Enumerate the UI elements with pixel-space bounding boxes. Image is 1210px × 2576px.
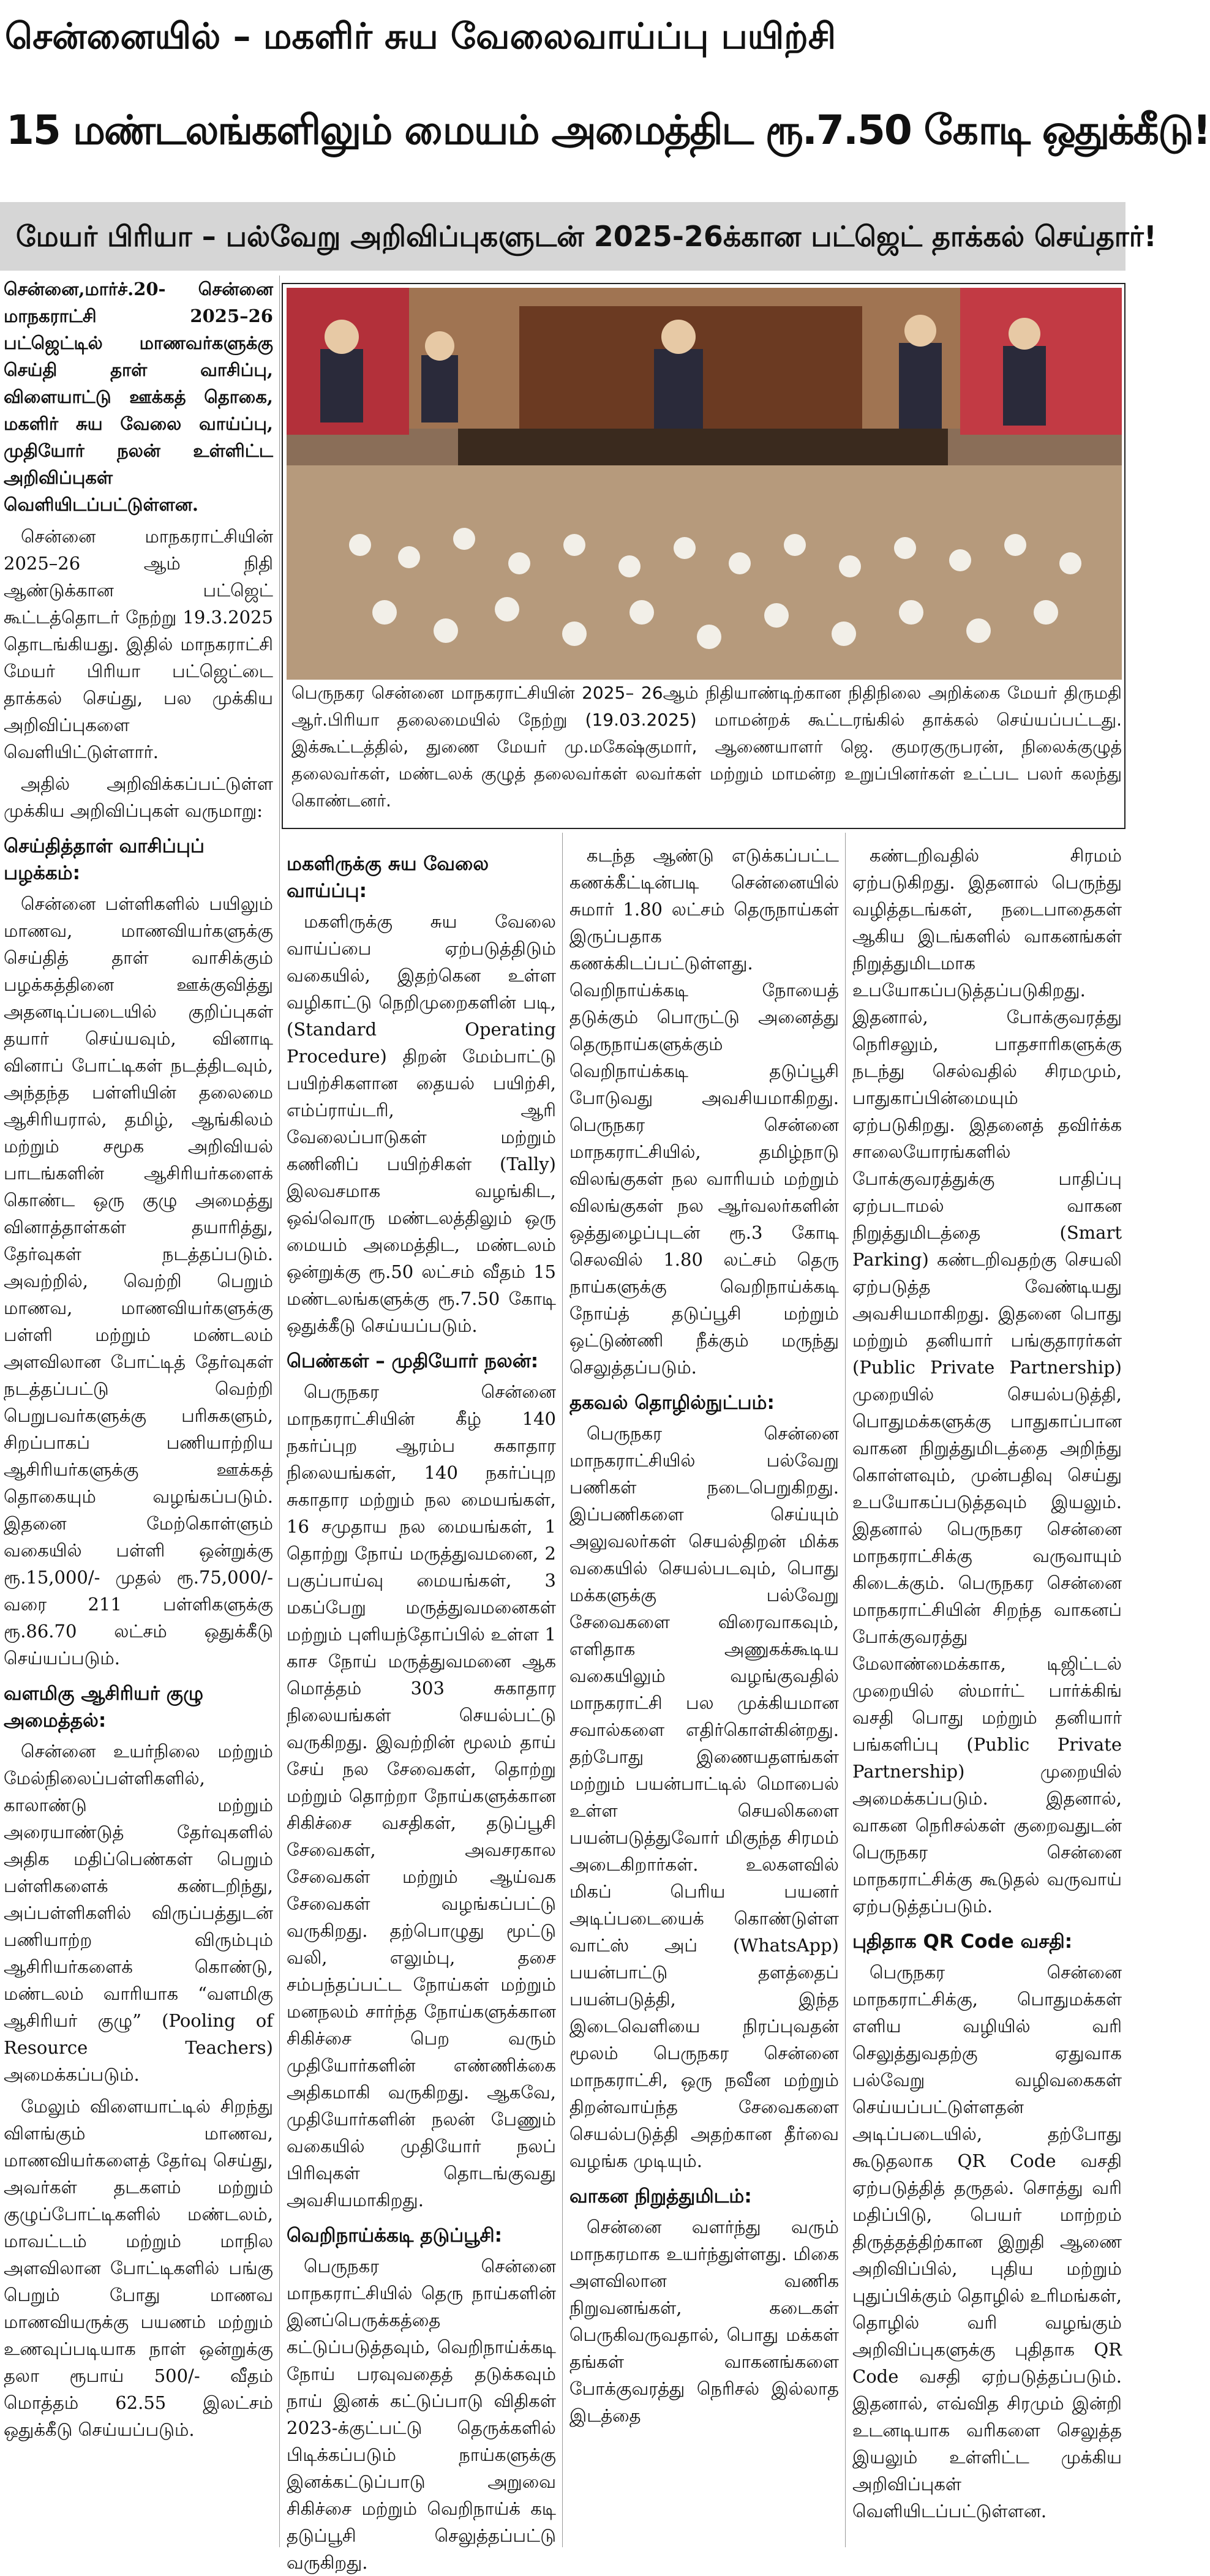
paragraph: சென்னை வளர்ந்து வரும் மாநகரமாக உயர்ந்துள்ளது. மிகை அளவிலான வணிக நிறுவனங்கள், கடைகள் பெருகிவருவதால், பொது மக்கள் தங்கள் வாகனங்களை போக்குவரத்து நெரிசல் இல்லாத இடத்தை bbox=[569, 2217, 839, 2426]
paragraph: சென்னை மாநகராட்சியின் 2025–26 ஆம் நிதி ஆண்டுக்கான பட்ஜெட் கூட்டத்தொடர் நேற்று 19.3.2025 தொடங்கியது. இதில் மாநகராட்சி மேயர் பிரியா பட்ஜெட்டை தாக்கல் செய்து, பல முக்கிய அறிவிப்புகளை வெளியிட்டுள்ளார். bbox=[4, 526, 273, 762]
section-heading: புதிதாக QR Code வசதி: bbox=[852, 1931, 1073, 1953]
article-column-1 bbox=[4, 276, 273, 2547]
section-heading: செய்தித்தாள் வாசிப்புப் பழக்கம்: bbox=[4, 835, 205, 884]
paragraph: பெருநகர சென்னை மாநகராட்சியில் பல்வேறு பணிகள் நடைபெறுகிறது. இப்பணிகளை செய்யும் அலுவலர்கள் செயல்திறன் மிக்க வகையில் செயல்படவும், பொது மக்களுக்கு பல்வேறு சேவைகளை விரைவாகவும், எளிதாக அணுகக்கூடிய வகையிலும் வழங்குவதில் மாநகராட்சி பல முக்கியமான சவால்களை எதிர்கொள்கின்றது. தற்போது இணையதளங்கள் மற்றும் பயன்பாட்டில் மொபைல் உள்ள செயலிகளை பயன்படுத்துவோர் மிகுந்த சிரமம் அடைகிறார்கள். உலகளவில் மிகப் பெரிய பயனர் அடிப்படையைக் கொண்டுள்ள வாட்ஸ் அப் (WhatsApp) பயன்பாட்டு தளத்தைப் பயன்படுத்தி, இந்த இடைவெளியை நிரப்புவதன் மூலம் பெருநகர சென்னை மாநகராட்சி, ஒரு நவீன மற்றும் திறன்வாய்ந்த சேவைகளை செயல்படுத்தி அதற்கான தீர்வை வழங்க முடியும். bbox=[569, 1423, 839, 2171]
paragraph: சென்னை பள்ளிகளில் பயிலும் மாணவ, மாணவியர்களுக்கு செய்தித் தாள் வாசிக்கும் பழக்கத்தினை ஊக்குவித்து அதனடிப்படையில் குறிப்புகள் தயார் செய்யவும், வினாடி வினாப் போட்டிகள் நடத்திடவும், அந்தந்த பள்ளியின் தலைமை ஆசிரியரால், தமிழ், ஆங்கிலம் மற்றும் சமூக அறிவியல் பாடங்களின் ஆசிரியர்களைக் கொண்ட ஒரு குழு அமைத்து வினாத்தாள்கள் தயாரித்து, தேர்வுகள் நடத்தப்படும். அவற்றில், வெற்றி பெறும் மாணவ, மாணவியர்களுக்கு பள்ளி மற்றும் மண்டலம் அளவிலான போட்டித் தேர்வுகள் நடத்தப்பட்டு வெற்றி பெறுபவர்களுக்கு பரிசுகளும், சிறப்பாகப் பணியாற்றிய ஆசிரியர்களுக்கு ஊக்கத் தொகையும் வழங்கப்படும். இதனை மேற்கொள்ளும் வகையில் பள்ளி ஒன்றுக்கு ரூ.15,000/- முதல் ரூ.75,000/-வரை 211 பள்ளிகளுக்கு ரூ.86.70 லட்சம் ஒதுக்கீடு செய்யப்படும். bbox=[4, 893, 273, 1669]
section-heading: பெண்கள் – முதியோர் நலன்: bbox=[287, 1350, 539, 1372]
article-column-3 bbox=[569, 842, 839, 2547]
article-column-4 bbox=[852, 842, 1122, 2547]
sub-headline: மேயர் பிரியா – பல்வேறு அறிவிப்புகளுடன் 2025-26க்கான பட்ஜெட் தாக்கல் செய்தார்! bbox=[0, 202, 1125, 271]
paragraph: கடந்த ஆண்டு எடுக்கப்பட்ட கணக்கீட்டின்படி சென்னையில் சுமார் 1.80 லட்சம் தெருநாய்கள் இருப்பதாக கணக்கிடப்பட்டுள்ளது. வெறிநாய்க்கடி நோயைத் தடுக்கும் பொருட்டு அனைத்து தெருநாய்களுக்கும் வெறிநாய்க்கடி தடுப்பூசி போடுவது அவசியமாகிறது. பெருநகர சென்னை மாநகராட்சியில், தமிழ்நாடு விலங்குகள் நல வாரியம் மற்றும் விலங்குகள் நல ஆர்வலர்களின் ஒத்துழைப்புடன் ரூ.3 கோடி செலவில் 1.80 லட்சம் தெரு நாய்களுக்கு வெறிநாய்க்கடி நோய்த் தடுப்பூசி மற்றும் ஒட்டுண்ணி நீக்கும் மருந்து செலுத்தப்படும். bbox=[569, 845, 839, 1378]
kicker-headline: சென்னையில் – மகளிர் சுய வேலைவாய்ப்பு பயிற்சி bbox=[5, 15, 836, 57]
column-divider bbox=[279, 276, 280, 2547]
column-divider bbox=[845, 833, 846, 2547]
section-heading: தகவல் தொழில்நுட்பம்: bbox=[569, 1392, 775, 1414]
main-headline: 15 மண்டலங்களிலும் மையம் அமைத்திட ரூ.7.50 கோடி ஒதுக்கீடு! bbox=[6, 107, 1210, 154]
column-divider bbox=[562, 833, 563, 2547]
paragraph: கண்டறிவதில் சிரமம் ஏற்படுகிறது. இதனால் பெருந்து வழித்தடங்கள், நடைபாதைகள் ஆகிய இடங்களில் வாகனங்கள் நிறுத்துமிடமாக உபயோகப்படுத்தப்படுகிறது. இதனால், போக்குவரத்து நெரிசலும், பாதசாரிகளுக்கு நடந்து செல்வதில் சிரமமும், பாதுகாப்பின்மையும் ஏற்படுகிறது. இதனைத் தவிர்க்க சாலையோரங்களில் போக்குவரத்துக்கு பாதிப்பு ஏற்படாமல் வாகன நிறுத்துமிடத்தை (Smart Parking) கண்டறிவதற்கு செயலி ஏற்படுத்த வேண்டியது அவசியமாகிறது. இதனை பொது மற்றும் தனியார் பங்குதாரர்கள் (Public Private Partnership) முறையில் செயல்படுத்தி, பொதுமக்களுக்கு பாதுகாப்பான வாகன நிறுத்துமிடத்தை அறிந்து கொள்ளவும், முன்பதிவு செய்து உபயோகப்படுத்தவும் இயலும். இதனால் பெருநகர சென்னை மாநகராட்சிக்கு வருவாயும் கிடைக்கும். பெருநகர சென்னை மாநகராட்சியின் சிறந்த வாகனப் போக்குவரத்து மேலாண்மைக்காக, டிஜிட்டல் முறையில் ஸ்மார்ட் பார்க்கிங் வசதி பொது மற்றும் தனியார் பங்களிப்பு (Public Private Partnership) முறையில் அமைக்கப்படும். இதனால், வாகன நெரிசல்கள் குறைவதுடன் பெருநகர சென்னை மாநகராட்சிக்கு கூடுதல் வருவாய் ஏற்படுத்தப்படும். bbox=[852, 845, 1122, 1917]
paragraph: பெருநகர சென்னை மாநகராட்சிக்கு, பொதுமக்கள் எளிய வழியில் வரி செலுத்துவதற்கு ஏதுவாக பல்வேறு வழிவகைகள் செய்யப்பட்டுள்ளதன் அடிப்படையில், தற்போது கூடுதலாக QR Code வசதி ஏற்படுத்தித் தருதல். சொத்து வரி மதிப்பிடு, பெயர் மாற்றம் திருத்தத்திற்கான இறுதி ஆணை அறிவிப்பில், புதிய மற்றும் புதுப்பிக்கும் தொழில் உரிமங்கள், தொழில் வரி வழங்கும் அறிவிப்புகளுக்கு புதிதாக QR Code வசதி ஏற்படுத்தப்படும். இதனால், எவ்வித சிரமும் இன்றி உடனடியாக வரிகளை செலுத்த இயலும் உள்ளிட்ட முக்கிய அறிவிப்புகள் வெளியிடப்பட்டுள்ளன. bbox=[852, 1962, 1122, 2522]
photo-caption: பெருநகர சென்னை மாநகராட்சியின் 2025– 26ஆம் நிதியாண்டிற்கான நிதிநிலை அறிக்கை மேயர் திருமதி ஆர்.பிரியா தலைமையில் நேற்று (19.03.2025) மாமன்றக் கூட்டரங்கில் தாக்கல் செய்யப்பட்டது. இக்கூட்டத்தில், துணை மேயர் மு.மகேஷ்குமார், ஆணையாளர் ஜெ. குமரகுருபரன், நிலைக்குழுத் தலைவர்கள், மண்டலக் குழுத் தலைவர்கள் லவர்கள் மற்றும் மாமன்ற உறுப்பினர்கள் உட்பட பலர் கலந்து கொண்டனர். bbox=[291, 683, 1122, 811]
paragraph: மேலும் விளையாட்டில் சிறந்து விளங்கும் மாணவ, மாணவியர்களைத் தேர்வு செய்து, அவர்கள் தடகளம் மற்றும் குழுப்போட்டிகளில் மண்டலம், மாவட்டம் மற்றும் மாநில அளவிலான போட்டிகளில் பங்கு பெறும் போது மாணவ மாணவியருக்கு பயணம் மற்றும் உணவுப்படியாக நாள் ஒன்றுக்கு தலா ரூபாய் 500/- வீதம் மொத்தம் 62.55 இலட்சம் ஒதுக்கீடு செய்யப்படும். bbox=[4, 2096, 273, 2440]
paragraph: மகளிருக்கு சுய வேலை வாய்ப்பை ஏற்படுத்திடும் வகையில், இதற்கென உள்ள வழிகாட்டு நெறிமுறைகளின் படி, (Standard Operating Procedure) திறன் மேம்பாட்டு பயிற்சிகளான தையல் பயிற்சி, எம்ப்ராய்டரி, ஆரி வேலைப்பாடுகள் மற்றும் கணினிப் பயிற்சிகள் (Tally) இலவசமாக வழங்கிட, ஒவ்வொரு மண்டலத்திலும் ஒரு மையம் அமைத்திட, மண்டலம் ஒன்றுக்கு ரூ.50 லட்சம் வீதம் 15 மண்டலங்களுக்கு ரூ.7.50 கோடி ஒதுக்கீடு செய்யப்படும். bbox=[287, 911, 556, 1336]
lead-paragraph: சென்னை,மார்ச்.20- சென்னை மாநகராட்சி 2025–26 பட்ஜெட்டில் மாணவர்களுக்கு செய்தி தாள் வாசிப்பு, விளையாட்டு ஊக்கத் தொகை, மகளிர் சுய வேலை வாய்ப்பு, முதியோர் நலன் உள்ளிட்ட அறிவிப்புகள் வெளியிடப்பட்டுள்ளன. bbox=[4, 279, 273, 515]
section-heading: மகளிருக்கு சுய வேலை வாய்ப்பு: bbox=[287, 853, 489, 902]
paragraph: பெருநகர சென்னை மாநகராட்சியில் தெரு நாய்களின் இனப்பெருக்கத்தை கட்டுப்படுத்தவும், வெறிநாய்க்கடி நோய் பரவுவதைத் தடுக்கவும் நாய் இனக் கட்டுப்பாடு விதிகள் 2023-க்குட்பட்டு தெருக்களில் பிடிக்கப்படும் நாய்களுக்கு இனக்கட்டுப்பாடு அறுவை சிகிச்சை மற்றும் வெறிநாய்க் கடி தடுப்பூசி செலுத்தப்பட்டு வருகிறது. bbox=[287, 2256, 556, 2573]
section-heading: வளமிகு ஆசிரியர் குழு அமைத்தல்: bbox=[4, 1683, 204, 1732]
paragraph: பெருநகர சென்னை மாநகராட்சியின் கீழ் 140 நகர்ப்புற ஆரம்ப சுகாதார நிலையங்கள், 140 நகர்ப்புற சுகாதார மற்றும் நல மையங்கள், 16 சமுதாய நல மையங்கள், 1 தொற்று நோய் மருத்துவமனை, 2 பகுப்பாய்வு மையங்கள், 3 மகப்பேறு மருத்துவமனைகள் மற்றும் புளியந்தோப்பில் உள்ள 1 காச நோய் மருத்துவமனை ஆக மொத்தம் 303 சுகாதார நிலையங்கள் செயல்பட்டு வருகிறது. இவற்றின் மூலம் தாய் சேய் நல சேவைகள், தொற்று மற்றும் தொற்றா நோய்களுக்கான சிகிச்சை வசதிகள், தடுப்பூசி சேவைகள், அவசரகால சேவைகள் மற்றும் ஆய்வக சேவைகள் வழங்கப்பட்டு வருகிறது. தற்பொழுது மூட்டு வலி, எலும்பு, தசை சம்பந்தப்பட்ட நோய்கள் மற்றும் மனநலம் சார்ந்த நோய்களுக்கான சிகிச்சை பெற வரும் முதியோர்களின் எண்ணிக்கை அதிகமாகி வருகிறது. ஆகவே, முதியோர்களின் நலன் பேணும் வகையில் முதியோர் நலப் பிரிவுகள் தொடங்குவது அவசியமாகிறது. bbox=[287, 1381, 556, 2210]
council-photo bbox=[287, 288, 1122, 680]
council-photo-image bbox=[287, 288, 1122, 680]
paragraph: சென்னை உயர்நிலை மற்றும் மேல்நிலைப்பள்ளிகளில், காலாண்டு மற்றும் அரையாண்டுத் தேர்வுகளில் அதிக மதிப்பெண்கள் பெறும் பள்ளிகளைக் கண்டறிந்து, அப்பள்ளிகளில் விருப்பத்துடன் பணியாற்ற விரும்பும் ஆசிரியர்களைக் கொண்டு, மண்டலம் வாரியாக “வளமிகு ஆசிரியர் குழு” (Pooling of Resource Teachers) அமைக்கப்படும். bbox=[4, 1741, 273, 2085]
paragraph: அதில் அறிவிக்கப்பட்டுள்ள முக்கிய அறிவிப்புகள் வருமாறு: bbox=[4, 773, 273, 821]
section-heading: வெறிநாய்க்கடி தடுப்பூசி: bbox=[287, 2225, 503, 2247]
article-column-2 bbox=[287, 842, 556, 2573]
section-heading: வாகன நிறுத்துமிடம்: bbox=[569, 2185, 752, 2207]
